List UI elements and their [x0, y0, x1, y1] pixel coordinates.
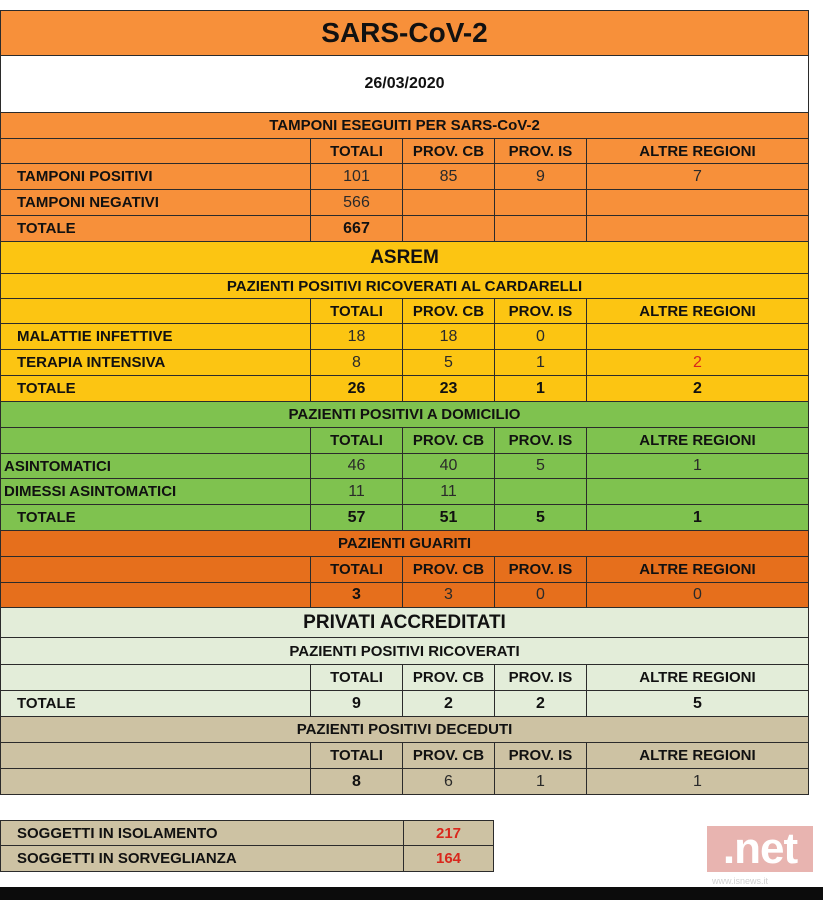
cell-prov-is: 1 [495, 769, 587, 794]
cell-altre-regioni [587, 479, 808, 504]
cell-altre-regioni: 1 [693, 508, 702, 526]
header-prov-is: PROV. IS [495, 665, 587, 690]
cell-totali: 8 [311, 769, 403, 794]
header-totali: TOTALI [311, 299, 403, 323]
domicilio-section-title: PAZIENTI POSITIVI A DOMICILIO [0, 402, 809, 428]
cell-prov-is [495, 216, 587, 241]
guariti-column-headers [0, 557, 809, 583]
tamponi-column-headers [0, 139, 809, 164]
asrem-section-title: ASREM [0, 242, 809, 274]
table-row [0, 769, 809, 795]
header-prov-cb: PROV. CB [403, 557, 495, 582]
header-prov-cb: PROV. CB [403, 743, 495, 768]
cell-prov-cb: 11 [403, 479, 495, 504]
header-blank [1, 557, 311, 582]
header-prov-cb: PROV. CB [403, 665, 495, 690]
header-blank [1, 139, 311, 163]
header-totali: TOTALI [311, 139, 403, 163]
summary-table [0, 820, 494, 872]
row-label: TOTALE [1, 691, 311, 716]
report-date: 26/03/2020 [0, 56, 809, 113]
table-row [0, 454, 809, 479]
cell-altre-regioni: 1 [693, 457, 702, 474]
summary-row-sorveglianza [0, 846, 494, 872]
cell-prov-cb: 5 [403, 350, 495, 375]
table-row-total [0, 505, 809, 531]
table-row [0, 479, 809, 505]
guariti-section-title: PAZIENTI GUARITI [0, 531, 809, 557]
watermark-site: www.isnews.it [712, 876, 769, 886]
table-row-total [0, 691, 809, 717]
cell-prov-is [495, 190, 587, 215]
table-row-total [0, 376, 809, 402]
summary-value: 164 [435, 850, 462, 867]
cell-prov-is: 5 [495, 454, 587, 478]
privati-ricoverati-title: PAZIENTI POSITIVI RICOVERATI [0, 638, 809, 665]
cell-altre-regioni: 2 [693, 353, 702, 371]
cell-prov-is: 0 [495, 583, 587, 607]
summary-value: 217 [435, 824, 462, 842]
cell-altre-regioni: 5 [693, 694, 702, 712]
header-altre-regioni: ALTRE REGIONI [639, 561, 756, 578]
cell-prov-cb [403, 190, 495, 215]
logo-text: .net [722, 826, 798, 872]
tamponi-section-title: TAMPONI ESEGUITI PER SARS-CoV-2 [0, 113, 809, 139]
row-label: TOTALE [1, 216, 311, 241]
cell-altre-regioni: 1 [693, 772, 702, 790]
summary-label: SOGGETTI IN ISOLAMENTO [1, 821, 404, 845]
row-label-blank [1, 769, 311, 794]
cell-altre-regioni: 2 [693, 379, 702, 397]
cell-prov-cb: 3 [403, 583, 495, 607]
header-prov-cb: PROV. CB [403, 428, 495, 453]
table-row [0, 324, 809, 350]
deceduti-section-title: PAZIENTI POSITIVI DECEDUTI [0, 717, 809, 743]
row-label: MALATTIE INFETTIVE [1, 324, 311, 349]
table-row [0, 350, 809, 376]
cell-totali: 26 [311, 376, 403, 401]
cell-prov-is: 2 [495, 691, 587, 716]
cell-altre-regioni: 0 [693, 586, 702, 603]
header-totali: TOTALI [311, 743, 403, 768]
cell-prov-is: 1 [495, 376, 587, 401]
header-totali: TOTALI [311, 428, 403, 453]
cell-prov-cb [403, 216, 495, 241]
cell-altre-regioni [587, 324, 808, 349]
header-totali: TOTALI [311, 557, 403, 582]
cell-totali: 57 [311, 505, 403, 530]
header-totali: TOTALI [311, 665, 403, 690]
cell-prov-cb: 23 [403, 376, 495, 401]
header-altre-regioni: ALTRE REGIONI [639, 142, 756, 160]
ricoverati-column-headers [0, 299, 809, 324]
cell-altre-regioni [587, 216, 808, 241]
ricoverati-cardarelli-title: PAZIENTI POSITIVI RICOVERATI AL CARDARELLI [0, 274, 809, 299]
domicilio-column-headers [0, 428, 809, 454]
cell-totali: 3 [311, 583, 403, 607]
header-prov-is: PROV. IS [495, 139, 587, 163]
header-altre-regioni: ALTRE REGIONI [639, 669, 756, 686]
header-prov-is: PROV. IS [495, 743, 587, 768]
row-label: TERAPIA INTENSIVA [1, 350, 311, 375]
cell-totali: 46 [311, 454, 403, 478]
cell-totali: 8 [311, 350, 403, 375]
table-row [0, 164, 809, 190]
header-prov-is: PROV. IS [495, 557, 587, 582]
table-row [0, 583, 809, 608]
cell-prov-is: 0 [495, 324, 587, 349]
cell-totali: 566 [311, 190, 403, 215]
cell-prov-is [495, 479, 587, 504]
row-label: TAMPONI NEGATIVI [1, 190, 311, 215]
cell-prov-cb: 2 [403, 691, 495, 716]
header-altre-regioni: ALTRE REGIONI [639, 432, 756, 449]
bottom-bar [0, 887, 823, 900]
cell-prov-cb: 51 [403, 505, 495, 530]
cell-totali: 667 [311, 216, 403, 241]
row-label: TOTALE [1, 376, 311, 401]
privati-section-title: PRIVATI ACCREDITATI [0, 608, 809, 638]
header-altre-regioni: ALTRE REGIONI [639, 302, 756, 320]
cell-altre-regioni [587, 190, 808, 215]
cell-totali: 9 [311, 691, 403, 716]
row-label: DIMESSI ASINTOMATICI [1, 479, 311, 504]
header-prov-is: PROV. IS [495, 299, 587, 323]
header-blank [1, 428, 311, 453]
row-label: TAMPONI POSITIVI [1, 164, 311, 189]
cell-prov-is: 1 [495, 350, 587, 375]
header-altre-regioni: ALTRE REGIONI [639, 747, 756, 764]
cell-totali: 18 [311, 324, 403, 349]
summary-row-isolamento [0, 820, 494, 846]
cell-totali: 11 [311, 479, 403, 504]
table-row [0, 190, 809, 216]
cell-prov-cb: 85 [403, 164, 495, 189]
header-prov-is: PROV. IS [495, 428, 587, 453]
cell-prov-cb: 40 [403, 454, 495, 478]
report-title: SARS-CoV-2 [0, 10, 809, 56]
deceduti-column-headers [0, 743, 809, 769]
header-blank [1, 299, 311, 323]
row-label-blank [1, 583, 311, 607]
privati-column-headers [0, 665, 809, 691]
row-label: TOTALE [1, 505, 311, 530]
table-row-total [0, 216, 809, 242]
cell-prov-is: 5 [495, 505, 587, 530]
header-blank [1, 743, 311, 768]
covid-report-table [0, 10, 809, 795]
summary-label: SOGGETTI IN SORVEGLIANZA [1, 846, 404, 871]
watermark-logo [707, 826, 813, 872]
cell-prov-cb: 18 [403, 324, 495, 349]
header-blank [1, 665, 311, 690]
cell-prov-cb: 6 [403, 769, 495, 794]
cell-prov-is: 9 [495, 164, 587, 189]
row-label: ASINTOMATICI [1, 454, 311, 478]
cell-altre-regioni: 7 [693, 167, 702, 185]
header-prov-cb: PROV. CB [403, 139, 495, 163]
cell-totali: 101 [311, 164, 403, 189]
header-prov-cb: PROV. CB [403, 299, 495, 323]
